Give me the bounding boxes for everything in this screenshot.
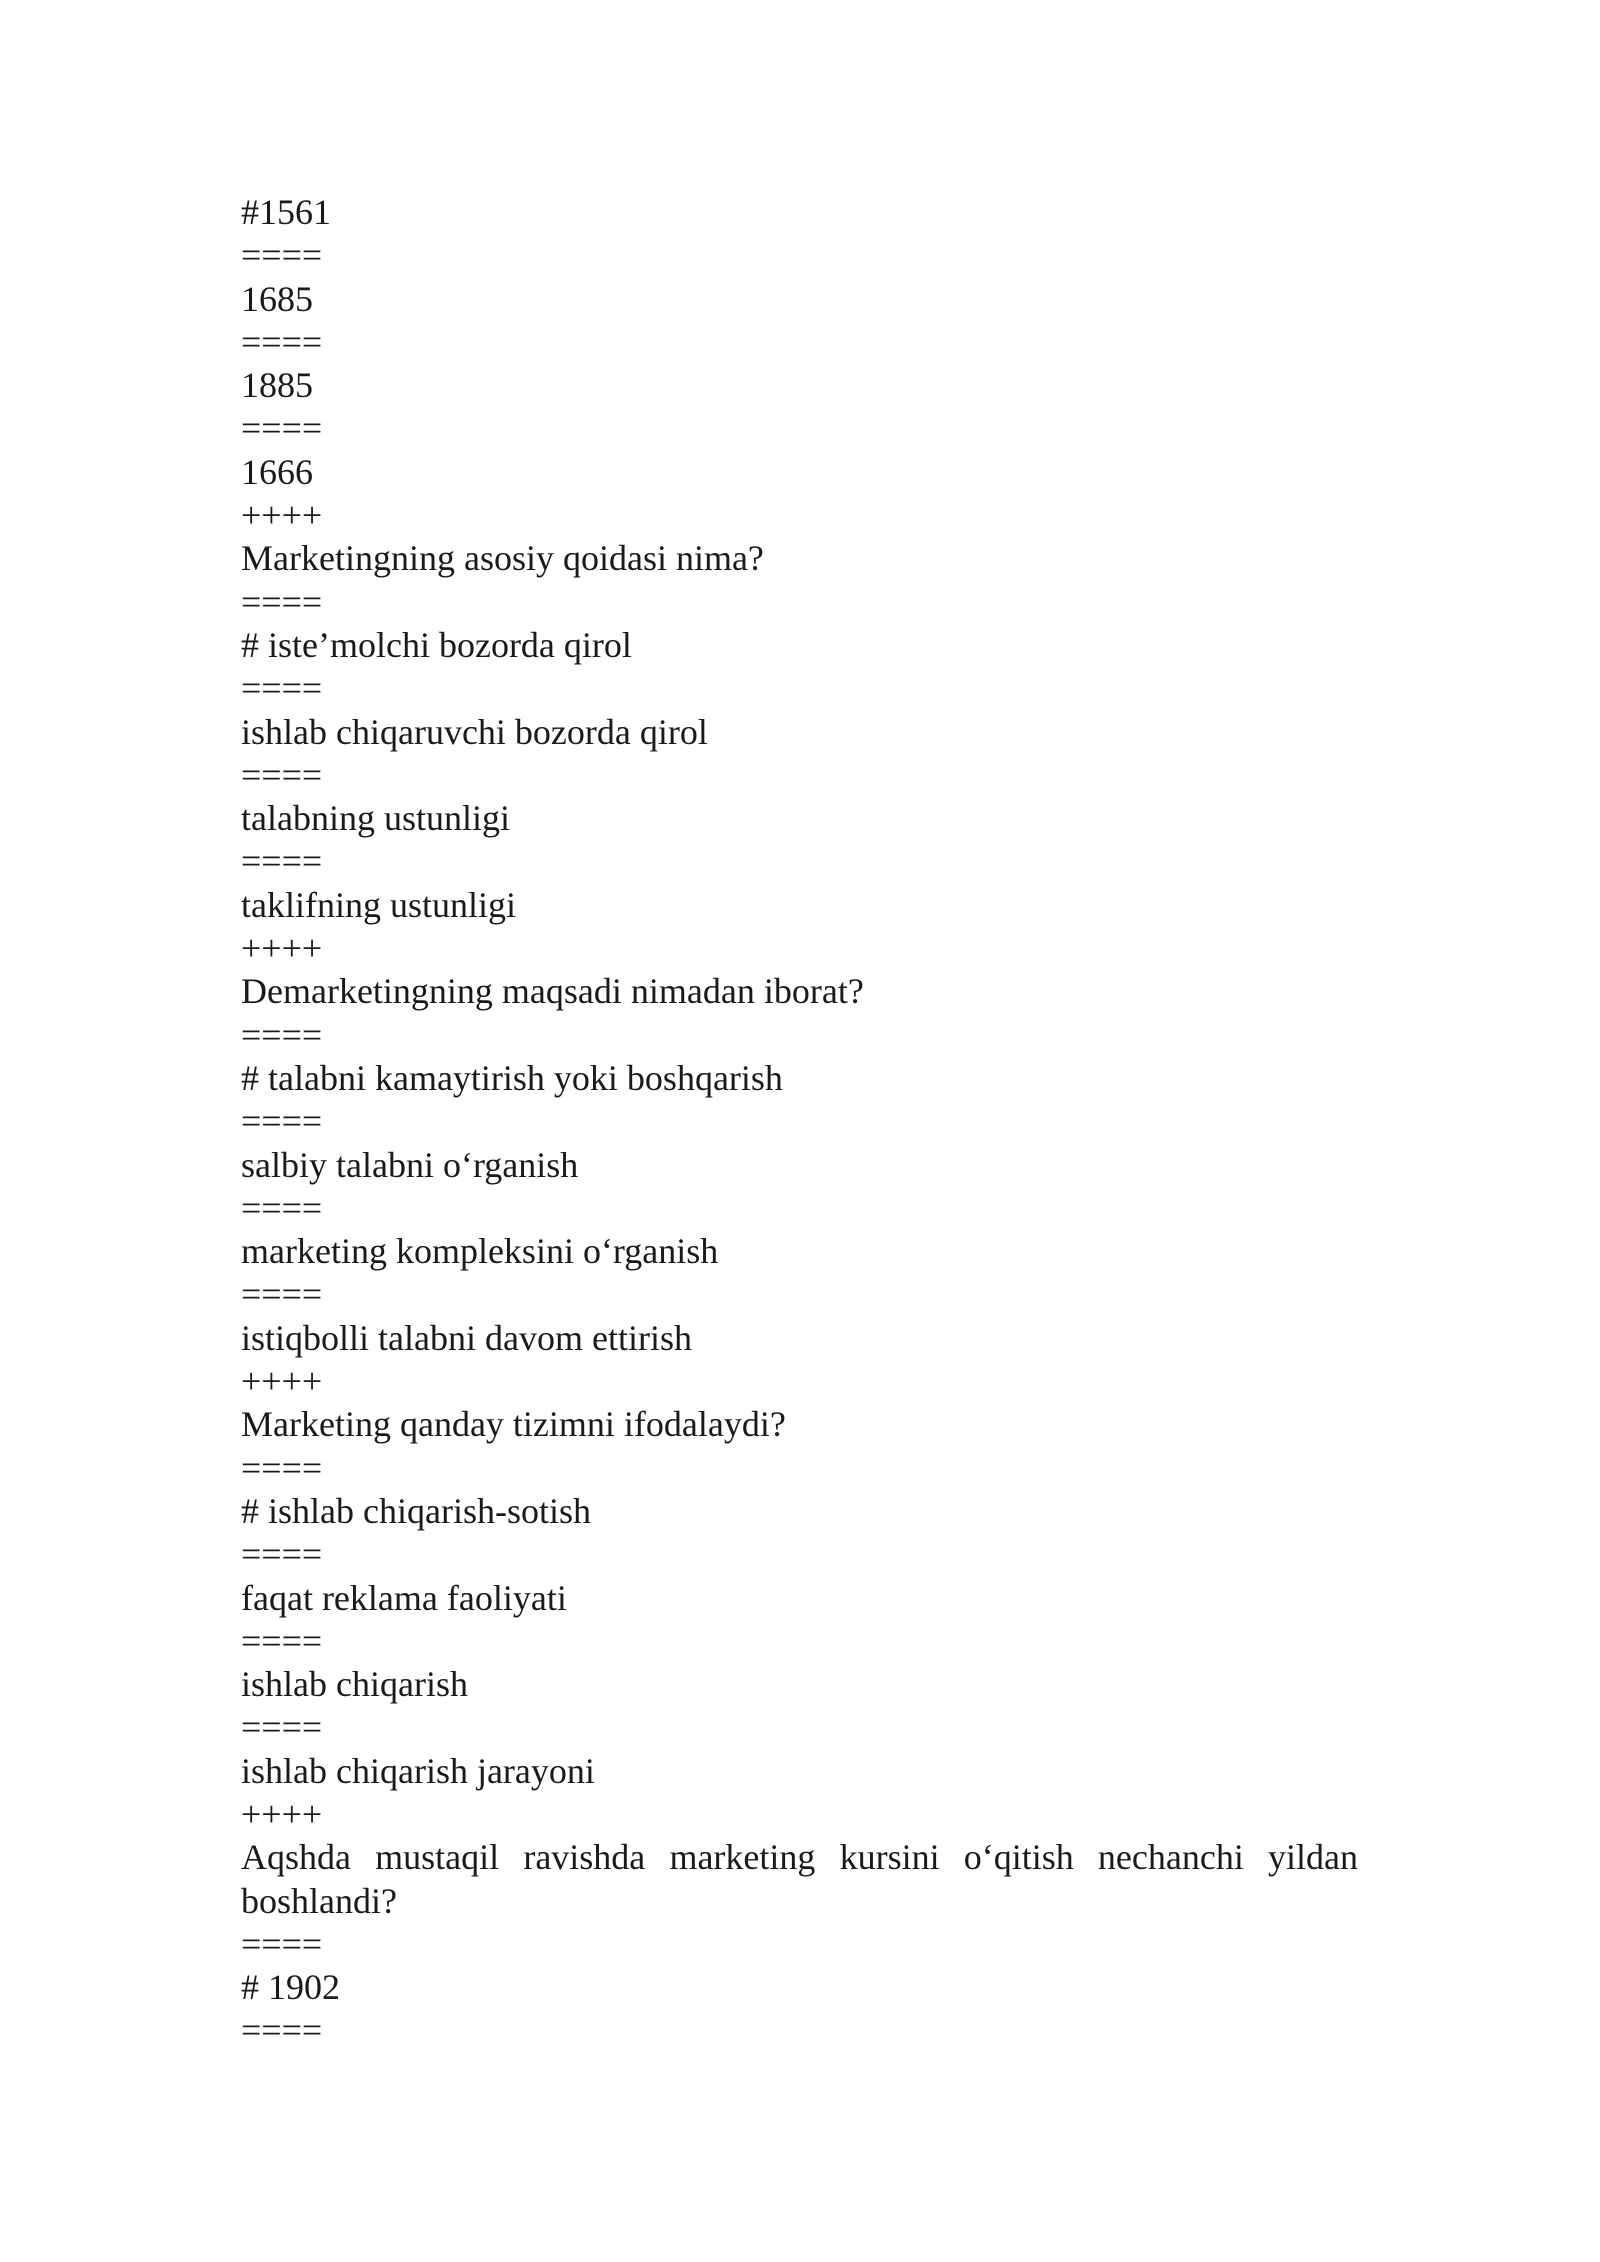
option-separator: ==== (241, 581, 323, 622)
question-separator: ++++ (241, 1361, 323, 1402)
option-separator: ==== (241, 1101, 323, 1142)
question-separator: ++++ (241, 1793, 323, 1834)
question-text: Demarketingning maqsadi nimadan iborat? (241, 971, 864, 1012)
question-text: Marketing qanday tizimni ifodalaydi? (241, 1404, 786, 1445)
answer-option: ishlab chiqaruvchi bozorda qirol (241, 711, 708, 752)
document-body (241, 191, 1358, 2053)
option-separator: ==== (241, 408, 323, 449)
option-separator: ==== (241, 1447, 323, 1488)
answer-option: marketing kompleksini o‘rganish (241, 1231, 719, 1272)
option-separator: ==== (241, 235, 323, 276)
answer-option: istiqbolli talabni davom ettirish (241, 1317, 692, 1358)
answer-option: taklifning ustunligi (241, 884, 516, 925)
answer-option: ishlab chiqarish jarayoni (241, 1750, 595, 1791)
option-separator: ==== (241, 1707, 323, 1748)
answer-option-correct: # talabni kamaytirish yoki boshqarish (241, 1057, 783, 1098)
answer-option-correct: # ishlab chiqarish-sotish (241, 1490, 591, 1531)
answer-option-correct: #1561 (241, 192, 331, 232)
option-separator: ==== (241, 1534, 323, 1575)
answer-option: 1685 (241, 278, 313, 319)
question-separator: ++++ (241, 495, 323, 536)
answer-option-correct: # iste’molchi bozorda qirol (241, 624, 632, 665)
answer-option: 1666 (241, 451, 313, 492)
answer-option: faqat reklama faoliyati (241, 1577, 567, 1618)
option-separator: ==== (241, 1014, 323, 1055)
option-separator: ==== (241, 1274, 323, 1315)
option-separator: ==== (241, 754, 323, 795)
option-separator: ==== (241, 321, 323, 362)
option-separator: ==== (241, 668, 323, 709)
answer-option: salbiy talabni o‘rganish (241, 1144, 579, 1185)
option-separator: ==== (241, 841, 323, 882)
answer-option: 1885 (241, 365, 313, 406)
option-separator: ==== (241, 1187, 323, 1228)
question-text: Marketingning asosiy qoidasi nima? (241, 538, 764, 579)
option-separator: ==== (241, 1923, 323, 1964)
question-separator: ++++ (241, 928, 323, 969)
answer-option-correct: # 1902 (241, 1967, 340, 2008)
question-text: Aqshda mustaqil ravishda marketing kursini o‘qitish nechanchi yildan boshlandi? (241, 1837, 1358, 1921)
option-separator: ==== (241, 2010, 323, 2051)
answer-option: talabning ustunligi (241, 798, 510, 839)
option-separator: ==== (241, 1620, 323, 1661)
answer-option: ishlab chiqarish (241, 1664, 468, 1705)
